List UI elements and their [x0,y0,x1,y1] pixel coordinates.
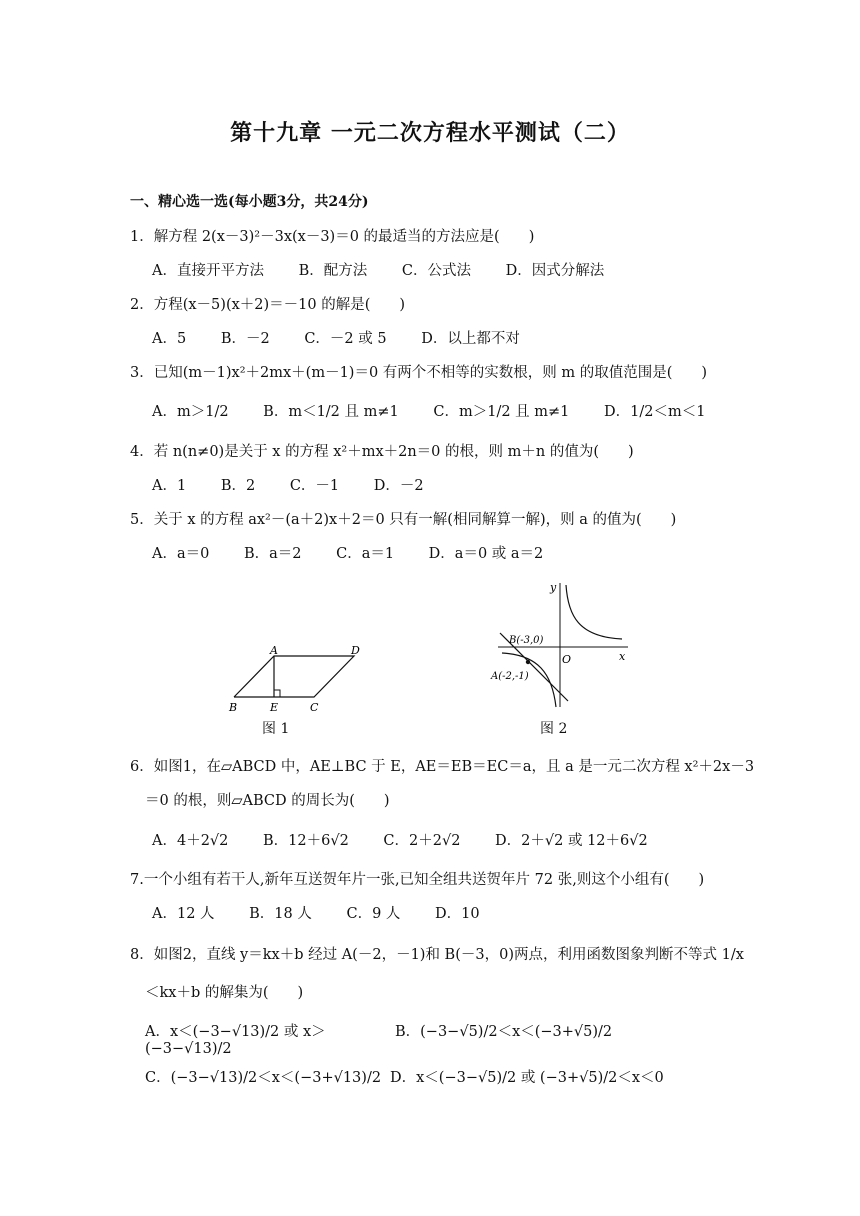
option-c: C．(−3−√13)/2＜x＜(−3+√13)/2 [145,1070,382,1086]
option-d: D．x＜(−3−√5)/2 或 (−3+√5)/2＜x＜0 [390,1070,664,1086]
question-7-options [152,902,510,923]
label-a: A [270,644,278,657]
option: C．9 人 [346,906,401,922]
label-c: C [310,701,319,714]
question-2-options [152,327,550,348]
page-title: 第十九章 一元二次方程水平测试（二） [230,121,630,146]
figure-2 [488,575,638,715]
label-x: x [619,650,626,663]
question-1-options [152,259,634,280]
option: B．－2 [220,331,270,347]
option: A．4＋2√2 [152,833,229,849]
figure-2-caption: 图 2 [540,721,568,737]
option: C．m＞1/2 且 m≠1 [433,404,570,420]
option: B．12＋6√2 [263,833,349,849]
figure-1 [222,640,372,740]
figure-1-caption: 图 1 [262,721,290,737]
option-a: A．x＜(−3−√13)/2 或 x＞(−3−√13)/2 [145,1024,326,1057]
option: D．a＝0 或 a＝2 [428,546,544,562]
option: A．5 [152,331,187,347]
option: A．1 [152,478,187,494]
label-e: E [270,701,279,714]
right-angle-mark [274,690,280,697]
question-4-options [152,474,454,495]
question-6: 6．如图1，在▱ABCD 中，AE⊥BC 于 E，AE＝EB＝EC＝a，且 a 是一元二次方程 x²＋2x－3 [130,759,755,775]
label-a-point: A(-2,-1) [491,671,529,682]
option: A．直接开平方法 [152,263,264,279]
question-3: 3．已知(m－1)x²＋2mx＋(m－1)＝0 有两个不相等的实数根，则 m 的取值范围是( ) [130,365,708,381]
label-y: y [550,581,557,594]
parallelogram-abcd [234,656,354,697]
option: B．m＜1/2 且 m≠1 [263,404,399,420]
question-6-cont: ＝0 的根，则▱ABCD 的周长为( ) [145,793,390,809]
label-o: O [562,653,572,666]
question-2: 2．方程(x－5)(x＋2)＝－10 的解是( ) [130,297,406,313]
question-8: 8．如图2，直线 y＝kx＋b 经过 A(－2，－1)和 B(－3，0)两点，利用函数图象判断不等式 1/x [130,947,744,963]
option: B．配方法 [298,263,368,279]
option: A．m＞1/2 [152,404,229,420]
option: A．a＝0 [152,546,210,562]
question-5: 5．关于 x 的方程 ax²－(a＋2)x＋2＝0 只有一解(相同解算一解)，则 a 的值为( ) [130,512,677,528]
option: C．－1 [289,478,340,494]
option-b: B．(−3−√5)/2＜x＜(−3+√5)/2 [395,1024,613,1040]
label-d: D [351,644,360,657]
question-4: 4．若 n(n≠0)是关于 x 的方程 x²＋mx＋2n＝0 的根，则 m＋n 的值为( ) [130,444,634,460]
question-7: 7.一个小组有若干人,新年互送贺年片一张,已知全组共送贺年片 72 张,则这个小组有( ) [130,872,705,888]
question-5-options [152,542,573,563]
option: D．1/2＜m＜1 [604,404,706,420]
option: D．2＋√2 或 12＋6√2 [495,833,648,849]
option: D．10 [435,906,480,922]
question-1: 1．解方程 2(x－3)²－3x(x－3)＝0 的最适当的方法应是( ) [130,229,535,245]
option: B．18 人 [249,906,312,922]
option: C．－2 或 5 [304,331,387,347]
section-heading: 一、精心选一选(每小题3分，共24分) [130,194,369,210]
option: D．－2 [373,478,424,494]
option: D．因式分解法 [505,263,605,279]
option: C．公式法 [401,263,471,279]
option: C．a＝1 [336,546,395,562]
question-8-cont: ＜kx＋b 的解集为( ) [145,985,304,1001]
option: B．a＝2 [243,546,302,562]
option: D．以上都不对 [421,331,520,347]
point-a [526,660,530,664]
label-b-point: B(-3,0) [509,635,544,646]
option: A．12 人 [152,906,215,922]
option: C．2＋2√2 [383,833,461,849]
hyperbola-branch-1 [566,585,622,639]
label-b: B [229,701,238,714]
question-6-options [152,829,678,850]
option: B．2 [220,478,256,494]
question-3-options [152,400,735,421]
